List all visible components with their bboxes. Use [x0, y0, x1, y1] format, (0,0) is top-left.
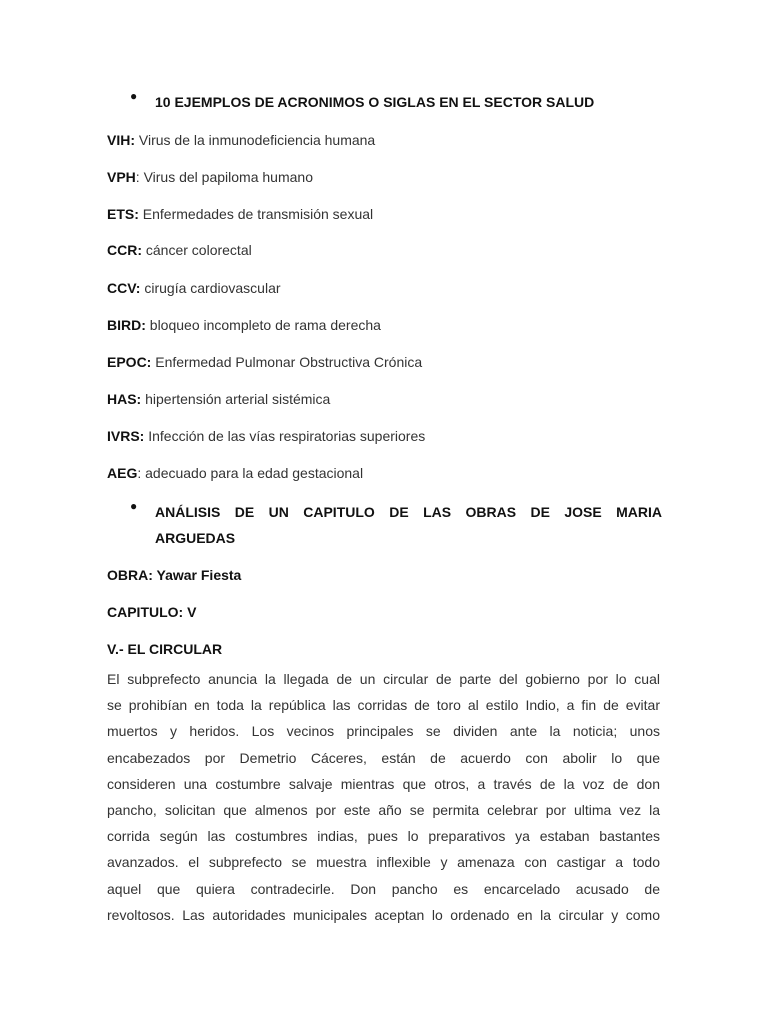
acronym-definition: cáncer colorectal [145, 242, 252, 258]
acronym-definition: Virus de la inmunodeficiencia humana [138, 132, 376, 148]
acronym-separator: : [137, 465, 146, 481]
capitulo-heading: CAPITULO: V [107, 604, 197, 620]
acronym-abbr: AEG [107, 465, 138, 481]
paragraph-line: avanzados. el subprefecto se muestra inflexible y amenaza con castigar a todo [107, 854, 660, 871]
acronym-abbr: VIH: [107, 132, 135, 148]
acronym-item [107, 131, 375, 149]
acronym-abbr: EPOC: [107, 354, 152, 370]
acronym-item [107, 427, 425, 445]
paragraph-line: muertos y heridos. Los vecinos principales se dividen ante la noticia; unos [107, 723, 660, 740]
section-2-title-line-1: ANÁLISIS DE UN CAPITULO DE LAS OBRAS DE JOSE MARIA [155, 504, 662, 520]
acronym-definition: Enfermedad Pulmonar Obstructiva Crónica [155, 354, 423, 370]
chapter-summary-paragraph [107, 666, 660, 928]
section-2-title-line-2: ARGUEDAS [155, 530, 236, 546]
acronym-separator: : [135, 169, 144, 185]
acronym-abbr: HAS: [107, 391, 142, 407]
acronym-definition: Enfermedades de transmisión sexual [142, 206, 374, 222]
paragraph-line: corrida según las costumbres indias, pues lo preparativos ya estaban bastantes [107, 828, 660, 845]
acronym-item [107, 279, 281, 297]
acronym-abbr: VPH [107, 169, 136, 185]
paragraph-line: encabezados por Demetrio Cáceres, están de acuerdo con abolir lo que [107, 749, 660, 766]
acronym-abbr: BIRD: [107, 317, 146, 333]
acronym-item [107, 353, 422, 371]
acronym-definition: cirugía cardiovascular [144, 280, 281, 296]
acronym-abbr: ETS: [107, 206, 139, 222]
paragraph-line: aquel que quiera contradecirle. Don pancho es encarcelado acusado de [107, 880, 660, 897]
chapter-title: V.- EL CIRCULAR [107, 641, 223, 657]
acronym-item [107, 205, 373, 223]
acronym-item [107, 168, 313, 186]
bullet-icon: ● [130, 499, 138, 513]
bullet-icon: ● [130, 89, 138, 103]
acronym-abbr: IVRS: [107, 428, 145, 444]
paragraph-line: pancho, solicitan que almenos por este año se permita celebrar por ultima vez la [107, 801, 660, 818]
acronym-item [107, 241, 252, 259]
acronym-abbr: CCV: [107, 280, 141, 296]
acronym-definition: adecuado para la edad gestacional [145, 465, 364, 481]
acronym-item [107, 464, 363, 482]
paragraph-line: consideren una costumbre salvaje mientras que otros, a través de la voz de don [107, 775, 660, 792]
obra-heading: OBRA: Yawar Fiesta [107, 567, 242, 583]
acronym-item [107, 316, 381, 334]
paragraph-line: revoltosos. Las autoridades municipales aceptan lo ordenado en la circular y como [107, 906, 660, 923]
section-1-heading [130, 89, 662, 115]
acronym-definition: Virus del papiloma humano [143, 169, 313, 185]
acronym-definition: hipertensión arterial sistémica [145, 391, 331, 407]
paragraph-line: se prohibían en toda la república las corridas de toro al estilo Indio, a fin de evitar [107, 697, 660, 714]
acronym-definition: Infección de las vías respiratorias superiores [148, 428, 426, 444]
acronym-item [107, 390, 330, 408]
section-1-title: 10 EJEMPLOS DE ACRONIMOS O SIGLAS EN EL SECTOR SALUD [155, 94, 595, 110]
paragraph-line: El subprefecto anuncia la llegada de un circular de parte del gobierno por lo cual [107, 671, 660, 687]
acronym-definition: bloqueo incompleto de rama derecha [149, 317, 381, 333]
acronym-abbr: CCR: [107, 242, 142, 258]
section-2-heading [130, 499, 662, 551]
